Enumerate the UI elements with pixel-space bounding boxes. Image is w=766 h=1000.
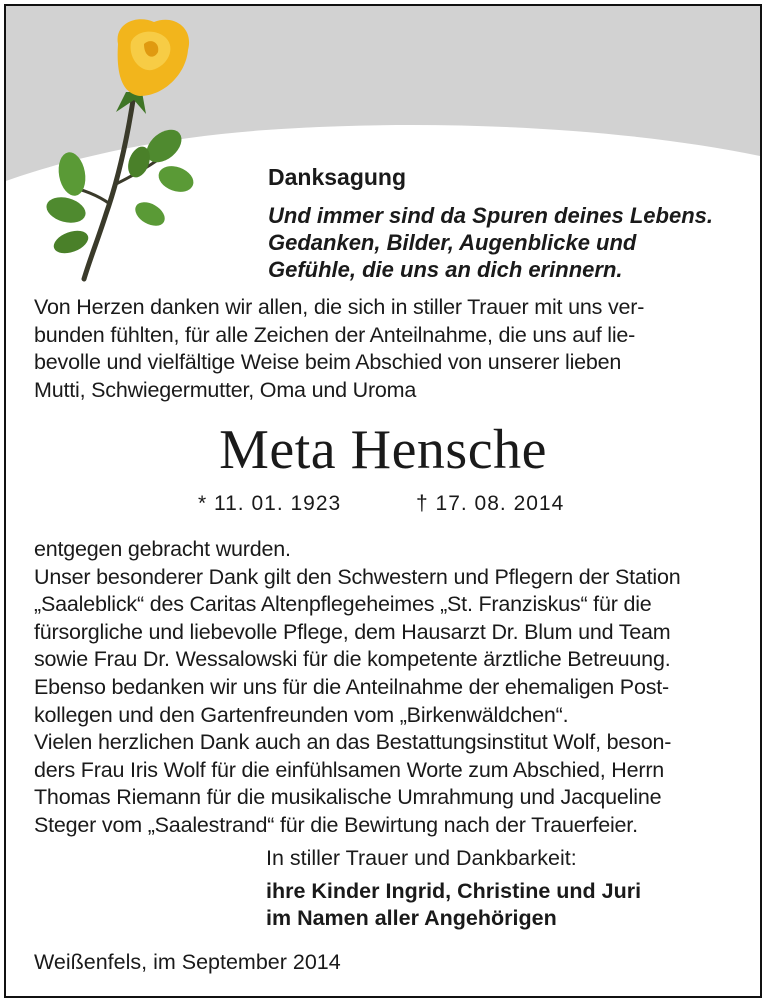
closing-line: In stiller Trauer und Dankbarkeit: [266,846,577,870]
text-line: fürsorgliche und liebevolle Pflege, dem Hausarzt Dr. Blum und Team [34,619,671,644]
text-line: „Saaleblick“ des Caritas Altenpflegeheimes „St. Franziskus“ für die [34,592,652,617]
motto-line: Gedanken, Bilder, Augenblicke und [268,230,637,255]
motto-line: Gefühle, die uns an dich erinnern. [268,257,623,282]
text-line: Ebenso bedanken wir uns für die Anteilnahme der ehemaligen Post- [34,674,669,699]
text-line: Vielen herzlichen Dank auch an das Bestattungsinstitut Wolf, beson- [34,730,672,755]
text-line: bunden fühlten, für alle Zeichen der Anteilnahme, die uns auf lie- [34,322,636,347]
text-line: Unser besonderer Dank gilt den Schwestern und Pflegern der Station [34,564,681,589]
heading: Danksagung [268,164,407,190]
text-line: Thomas Riemann für die musikalische Umrahmung und Jacqueline [34,785,662,810]
signers [266,878,641,932]
text-line: bevolle und vielfältige Weise beim Abschied von unserer lieben [34,350,622,375]
birth-date: * 11. 01. 1923 [198,492,342,515]
motto [268,202,713,283]
place-date: Weißenfels, im September 2014 [34,950,341,974]
signer-line: ihre Kinder Ingrid, Christine und Juri [266,879,642,903]
yellow-rose-icon [36,14,206,284]
text-line: kollegen und den Gartenfreunden vom „Birkenwäldchen“. [34,702,569,727]
text-line: Von Herzen danken wir allen, die sich in stiller Trauer mit uns ver- [34,295,645,319]
thanks-paragraph [34,536,744,840]
motto-line: Und immer sind da Spuren deines Lebens. [268,203,713,228]
obituary-card [4,4,762,998]
death-date: † 17. 08. 2014 [416,492,565,515]
signer-line: im Namen aller Angehörigen [266,906,557,930]
deceased-name: Meta Hensche [219,419,547,481]
text-line: entgegen gebracht wurden. [34,537,291,561]
text-line: ders Frau Iris Wolf für die einfühlsamen Worte zum Abschied, Herrn [34,757,665,782]
text-line: sowie Frau Dr. Wessalowski für die kompetente ärztliche Betreuung. [34,647,671,672]
text-line: Steger vom „Saalestrand“ für die Bewirtung nach der Trauerfeier. [34,812,638,837]
text-line: Mutti, Schwiegermutter, Oma und Uroma [34,377,417,402]
intro-paragraph [34,294,734,404]
